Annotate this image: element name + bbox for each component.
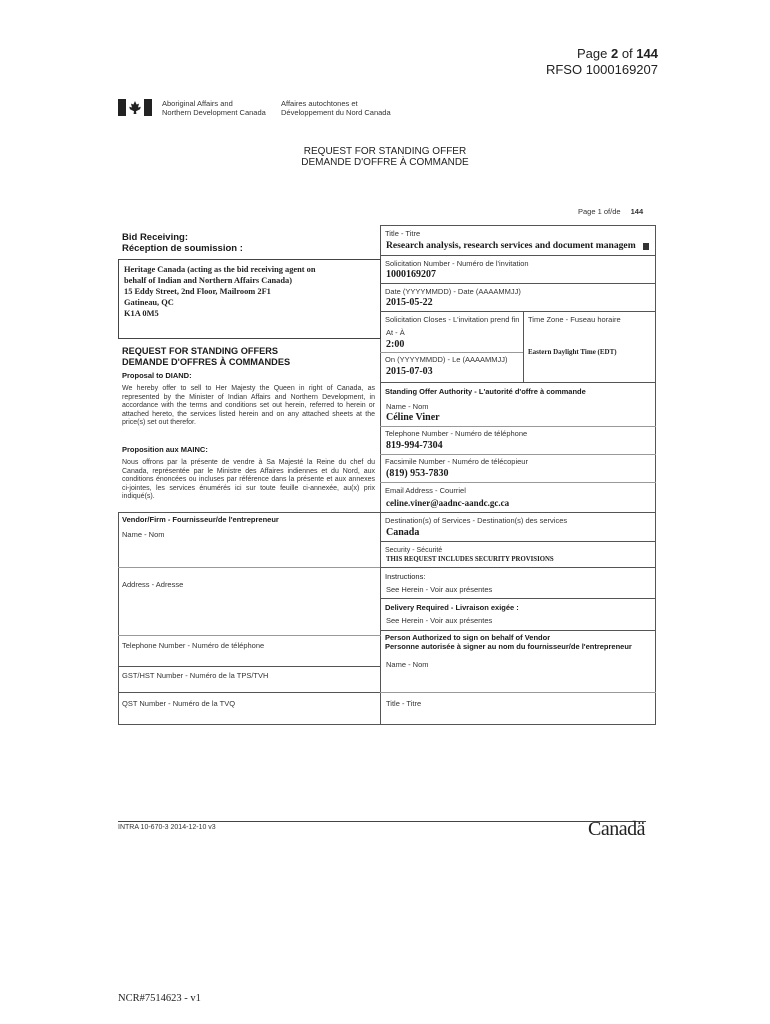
page-total: 144 xyxy=(636,46,658,61)
security-value: THIS REQUEST INCLUDES SECURITY PROVISIONS xyxy=(386,556,554,563)
address-line-3: 15 Eddy Street, 2nd Floor, Mailroom 2F1 xyxy=(124,287,271,296)
address-line-4: Gatineau, QC xyxy=(124,298,174,307)
rso-heading-en: REQUEST FOR STANDING OFFERS xyxy=(122,346,279,356)
authority-underline xyxy=(380,426,656,427)
at-value: 2:00 xyxy=(386,339,405,350)
address-line-5: K1A 0M5 xyxy=(124,309,159,318)
footer-rule xyxy=(118,821,646,822)
page-counter-label: Page 1 of/de xyxy=(578,207,621,216)
delivery-label: Delivery Required - Livraison exigée : xyxy=(385,603,519,612)
person-authorized-label xyxy=(385,633,632,651)
title-overflow-marker xyxy=(643,243,649,250)
instructions-label: Instructions: xyxy=(385,572,426,581)
frame-bottom xyxy=(118,724,656,725)
timezone-label: Time Zone - Fuseau horaire xyxy=(528,315,621,324)
ncr-reference: NCR#7514623 - v1 xyxy=(118,993,201,1004)
security-underline xyxy=(380,567,656,568)
authority-name-label: Name - Nom xyxy=(386,402,429,411)
page-of: of xyxy=(618,46,637,61)
vendor-qst-label: QST Number - Numéro de la TVQ xyxy=(122,699,236,708)
page-counter xyxy=(578,207,643,216)
bid-receiving-address xyxy=(124,264,316,319)
phone-value: 819-994-7304 xyxy=(386,440,443,451)
vendor-address-label: Address - Adresse xyxy=(122,580,184,589)
closes-underline xyxy=(380,382,656,383)
solicitation-underline xyxy=(380,283,656,284)
email-underline xyxy=(380,512,656,513)
vendor-label: Vendor/Firm - Fournisseur/de l'entrepreneur xyxy=(122,515,279,524)
date-label: Date (YYYYMMDD) - Date (AAAAMMJJ) xyxy=(385,287,521,296)
destination-underline xyxy=(380,541,656,542)
on-label: On (YYYYMMDD) - Le (AAAAMMJJ) xyxy=(385,355,508,364)
form-title-fr: DEMANDE D'OFFRE À COMMANDE xyxy=(301,157,469,168)
department-name-en-line2: Northern Development Canada xyxy=(162,108,266,117)
proposition-label: Proposition aux MAINC: xyxy=(122,445,208,454)
canada-wordmark: Canadä xyxy=(588,818,645,840)
form-title-en: REQUEST FOR STANDING OFFER xyxy=(303,146,467,157)
person-name-underline xyxy=(380,692,656,693)
page-current: 2 xyxy=(610,46,619,61)
department-name-fr-line2: Développement du Nord Canada xyxy=(281,108,391,117)
department-name-en xyxy=(162,99,266,117)
closes-label: Solicitation Closes - L'invitation prend fin xyxy=(385,315,520,324)
form-code: INTRA 10-670-3 2014-12-10 v3 xyxy=(118,824,216,831)
page-number xyxy=(577,46,658,61)
destination-label: Destination(s) of Services - Destination(s) des services xyxy=(385,516,568,525)
authority-name-value: Céline Viner xyxy=(386,412,440,423)
bid-receiving-fr: Réception de soumission : xyxy=(122,243,243,254)
bid-receiving-label xyxy=(122,232,243,254)
frame-top-right xyxy=(380,225,656,226)
instructions-value: See Herein - Voir aux présentes xyxy=(386,585,493,594)
form-title xyxy=(230,146,540,168)
frame-right xyxy=(655,225,656,725)
date-value: 2015-05-22 xyxy=(386,297,433,308)
person-authorized-fr: Personne autorisée à signer au nom du fournisseur/de l'entrepreneur xyxy=(385,642,632,651)
vendor-telephone-label: Telephone Number - Numéro de téléphone xyxy=(122,641,265,650)
fax-value: (819) 953-7830 xyxy=(386,468,449,479)
bid-receiving-en: Bid Receiving: xyxy=(122,232,188,243)
email-label: Email Address - Courriel xyxy=(385,486,466,495)
title-value: Research analysis, research services and document managem xyxy=(386,240,636,251)
timezone-value: Eastern Daylight Time (EDT) xyxy=(528,348,617,356)
fax-label: Facsimile Number - Numéro de télécopieur xyxy=(385,457,528,466)
rso-heading xyxy=(122,346,290,368)
proposition-text: Nous offrons par la présente de vendre à Sa Majesté la Reine du chef du Canada, représentée par le Ministre des Affaires indiennes et du Nord, aux conditions énoncées ou incluses par référence dans la présente et aux annexes ci-jointes, les services énumérés ici sur toute feuille ci-annexée, au(x) prix indiqué(s). xyxy=(122,459,375,501)
vendor-telephone-underline xyxy=(118,666,381,667)
canada-flag-logo xyxy=(118,99,152,116)
at-underline xyxy=(380,352,523,353)
title-underline xyxy=(380,255,656,256)
department-name-fr xyxy=(281,99,391,117)
page-counter-total: 144 xyxy=(630,207,644,216)
rfso-number: RFSO 1000169207 xyxy=(545,62,658,77)
email-value: celine.viner@aadnc-aandc.gc.ca xyxy=(386,498,510,508)
person-title-label: Title - Titre xyxy=(386,699,422,708)
department-name-fr-line1: Affaires autochtones et xyxy=(281,99,358,108)
person-authorized-en: Person Authorized to sign on behalf of Vendor xyxy=(385,633,551,642)
solicitation-label: Solicitation Number - Numéro de l'invitation xyxy=(385,259,529,268)
title-label: Title - Titre xyxy=(385,229,421,238)
proposal-to-label: Proposal to DIAND: xyxy=(122,371,192,380)
address-line-1: Heritage Canada (acting as the bid receiving agent on xyxy=(124,265,316,274)
delivery-value: See Herein - Voir aux présentes xyxy=(386,616,493,625)
department-name-en-line1: Aboriginal Affairs and xyxy=(162,99,233,108)
solicitation-value: 1000169207 xyxy=(386,269,436,280)
vendor-top-line xyxy=(118,512,381,513)
destination-value: Canada xyxy=(386,527,420,538)
at-label: At - À xyxy=(386,328,405,337)
vendor-name-label: Name - Nom xyxy=(122,530,165,539)
vendor-address-underline xyxy=(118,635,381,636)
vendor-gst-underline xyxy=(118,692,381,693)
delivery-underline xyxy=(380,630,656,631)
timezone-divider xyxy=(523,311,524,383)
phone-underline xyxy=(380,454,656,455)
rso-heading-fr: DEMANDE D'OFFRES À COMMANDES xyxy=(122,357,291,367)
date-underline xyxy=(380,311,656,312)
address-line-2: behalf of Indian and Northern Affairs Canada) xyxy=(124,276,292,285)
on-value: 2015-07-03 xyxy=(386,366,433,377)
vendor-gst-label: GST/HST Number - Numéro de la TPS/TVH xyxy=(122,671,269,680)
proposal-text: We hereby offer to sell to Her Majesty the Queen in right of Canada, as represented by the Minister of Indian Affairs and Northern Development, in accordance with the terms and conditions set out herein, referred to herein or attached hereto, the services listed herein and on any attached sheets at the price(s) set out therefor. xyxy=(122,385,375,427)
vendor-name-underline xyxy=(118,567,381,568)
instructions-underline xyxy=(380,598,656,599)
page-prefix: Page xyxy=(577,46,611,61)
person-name-label: Name - Nom xyxy=(386,660,429,669)
fax-underline xyxy=(380,482,656,483)
vendor-left-line xyxy=(118,512,119,725)
authority-label: Standing Offer Authority - L'autorité d'offre à commande xyxy=(385,387,586,396)
phone-label: Telephone Number - Numéro de téléphone xyxy=(385,429,528,438)
security-label: Security - Sécurité xyxy=(385,547,443,554)
